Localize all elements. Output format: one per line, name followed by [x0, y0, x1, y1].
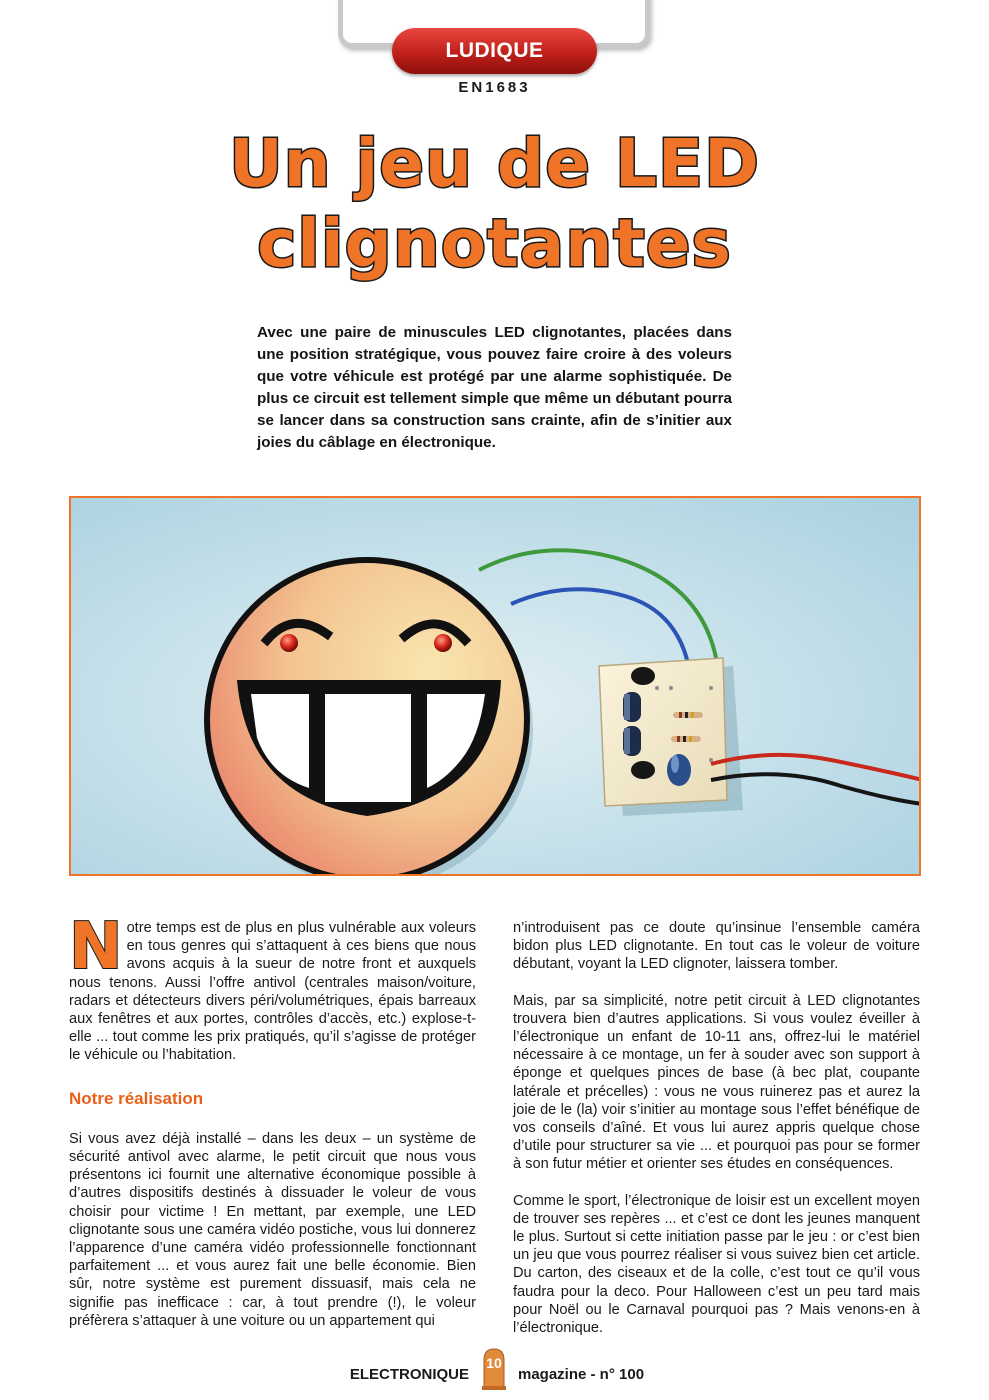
tooth-middle: [325, 694, 411, 802]
section-label-badge: [392, 28, 597, 74]
paragraph-3: n’introduisent pas ce doute qu’insinue l’ensemble caméra bidon plus LED clignotante. En tout cas le voleur de voiture débutant, voyant la LED clignoter, laissera tomber.: [513, 920, 920, 973]
footer-issue: magazine - n° 100: [518, 1366, 645, 1383]
paragraph-1-text: otre temps est de plus en plus vulnérable aux voleurs en tous genres qui s’attaquent à ces biens que nous avons acquis à la sueur de notre front et auxquels nous tenons. Aussi l’offre antivol (centrales maison/voiture, radars et détecteurs divers péri/volumétriques, épais barreaux aux fenêtres et aux portes, contrôles d’accès, etc.) explose-t-elle ... tout comme les prix pratiqués, qu’il s’agisse de protéger le véhicule ou l’habitation.: [69, 920, 476, 1064]
section-heading: Notre réalisation: [69, 1088, 204, 1108]
left-led: [280, 634, 298, 652]
black-wire: [711, 774, 921, 804]
article-code: EN1683: [458, 79, 531, 96]
article-title: [0, 124, 989, 284]
paragraph-4: Mais, par sa simplicité, notre petit circuit à LED clignotantes trouvera bien d’autres applications. Si vous voulez éveiller à l’électronique un enfant de 10-11 ans, offrez-lui le matériel nécessaire à ce montage, un fer à souder avec son support à éponge et quelques pinces de base (à bec plat, coupante latérale et précelles) : vous ne vous ruinerez pas et aurez la joie de le (la) voir s’initier au montage sous l’effet bénéfique de vos conseils d’aîné. Et vous lui aurez appris quelque chose d’utile pour structurer sa vie ... et pourquoi pas pour se former à son futur métier et orienter ses études en conséquences.: [513, 992, 920, 1173]
footer-magazine-name: ELECTRONIQUE: [349, 1366, 469, 1383]
capacitor: [667, 754, 691, 786]
intro-paragraph: Avec une paire de minuscules LED clignotantes, placées dans une position stratégique, vous pouvez faire croire à des voleurs que votre véhicule est protégé par une alarme sophistiquée. De plus ce circuit est tellement simple que même un débutant pourra se lancer dans sa construction sans crainte, afin de s’initier aux joies du câblage en électronique.: [257, 324, 732, 451]
page-number: 10: [486, 1355, 502, 1371]
transistor-1: [631, 667, 655, 685]
column-left: [69, 910, 476, 1348]
right-led: [434, 634, 452, 652]
paragraph-2: Si vous avez déjà installé – dans les deux – un système de sécurité antivol avec alarme, le petit circuit que nous vous présentons ici fournit une alternative économique possible à d’autres dispositifs destinés à dissuader le voleur de vous choisir pour victime ! En mettant, par exemple, une LED clignotante sous une caméra vidéo postiche, vous lui donnerez l’apparence d’une caméra vidéo professionnelle fonctionnant parfaitement ... et vous aurez fait une belle économie. Bien sûr, notre système est purement dissuasif, mais cela ne signifie pas inefficace : car, à tout prendre (!), le voleur préfèrera s’attaquer à une voiture ou un appartement qui: [69, 1130, 476, 1329]
circuit-board: [599, 658, 727, 806]
article-photo: [69, 496, 921, 876]
paragraph-1: [69, 910, 476, 1065]
page-number-led-icon: [482, 1348, 506, 1390]
paragraph-5: Comme le sport, l’électronique de loisir est un excellent moyen de trouver ses repères ... et c’est ce dont les jeunes manquent le plus. Surtout si cette initiation passe par le jeu : or c’est bien un jeu que vous pourrez réaliser si vous suivez bien cet article. Du carton, des ciseaux et de la colle, c’est tout ce qu’il vous faudra pour la deco. Pour Halloween c’est un peu tard mais pour Noël ou le Carnaval pourquoi pas ? Mais venons-en à l’électronique.: [513, 1192, 920, 1337]
article-title-line2: clignotantes: [257, 205, 732, 282]
smiley-circuit-illustration: [71, 498, 921, 876]
column-right: [513, 919, 920, 1355]
section-label: LUDIQUE: [445, 39, 544, 62]
article-title-line1: Un jeu de LED: [229, 125, 760, 202]
dropcap: N: [69, 910, 123, 984]
transistor-2: [631, 761, 655, 779]
page-footer: [0, 1355, 989, 1392]
